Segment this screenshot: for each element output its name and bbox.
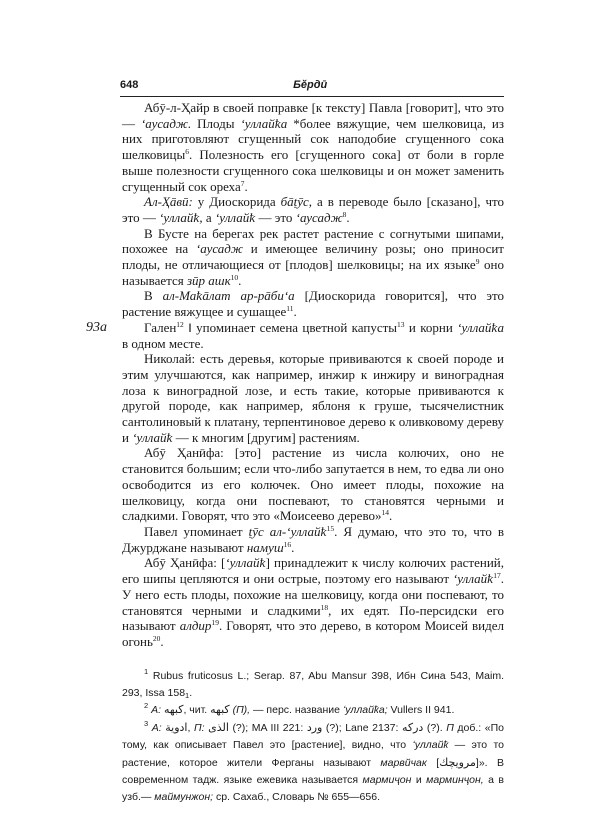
note-ref: 18 xyxy=(320,602,329,612)
text-run: Абӯ Ҳанӣфа: [это] растение из числа колючих, оно не становится большим; если что-либо запутается в нем, то едва ли оно освободится из его колючек. Оно имеет плоды, похожие на шелковицу, когда они поспевают, то становятся черными и сладкими. Говорят, что это «Моисеево дерево» xyxy=(122,445,504,524)
note-ref: 10 xyxy=(230,272,239,282)
note-ref: 16 xyxy=(283,539,292,549)
arabic-text: ورد xyxy=(306,720,323,734)
text-run: Павел упоминает xyxy=(144,523,249,539)
italic-term: намуш xyxy=(246,539,284,555)
italic-term: ṭӯс ал-ʻуллайҟ xyxy=(248,523,327,539)
arabic-text: الذى xyxy=(208,720,229,734)
running-header xyxy=(120,76,504,94)
arabic-text: ادوية xyxy=(165,720,188,734)
note-ref: 19 xyxy=(211,618,219,628)
italic-term: А: xyxy=(151,721,162,734)
text-run: Vullers II 941. xyxy=(387,704,455,717)
text-run: . Говорят, что это дерево, в котором Моисей видел огонь xyxy=(122,618,505,649)
page-column xyxy=(86,76,505,827)
text-run: у Диоскорида xyxy=(192,194,281,210)
text-run: ‖ упоминает семена цветной капусты xyxy=(183,319,398,335)
paragraph xyxy=(86,319,504,351)
text-run: . xyxy=(291,539,295,555)
italic-term: алдир xyxy=(179,618,212,634)
italic-term: марвйчак xyxy=(380,756,427,769)
arabic-text: مرويچك xyxy=(439,755,476,769)
text-run: и корни xyxy=(404,319,458,335)
text-run: ] принадлежит к числу колючих растений, его шипы цепляются и они острые, поэтому его называют xyxy=(122,555,504,587)
footnotes xyxy=(122,668,504,807)
footnote xyxy=(122,668,504,703)
paragraph xyxy=(122,100,504,194)
note-ref: 7 xyxy=(240,178,245,188)
text-run: в одном месте. xyxy=(122,335,204,351)
text-run: , их едят. По-персидски его называют xyxy=(122,602,504,634)
italic-term: ʻуллайҟ xyxy=(214,209,256,225)
italic-term: ʻуллайҟа xyxy=(240,115,288,131)
paragraph xyxy=(122,524,504,555)
note-ref: 9 xyxy=(475,257,480,267)
italic-term: маймунжон; xyxy=(154,791,214,804)
note-ref: 15 xyxy=(326,523,335,533)
text-run: . Я думаю, что это то, что в Джурджане называют xyxy=(122,523,504,555)
text-run: В xyxy=(144,288,163,304)
italic-term: ʻуллайҟа xyxy=(457,319,504,335)
paragraph xyxy=(122,288,504,319)
text-run: . xyxy=(389,508,393,524)
text-run: и имеющее величину розы; оно приносит плоды, не отличающиеся от [плодов] шелковицы; на их языке xyxy=(122,241,504,273)
text-run: Николай: есть деревья, которые прививаются к своей породе и этим улучшаются, как например, инжир к инжиру и виноградная лоза к виноградной лозе, и есть такие, которые прививаются к другой породе, как например, яблоня к груше, тысячелистник сантолиновый к платану, терпентиновое дерево к оливковому дереву и xyxy=(122,351,504,445)
text-run: (?); Lane 2137: xyxy=(322,721,402,734)
italic-term: бāṭӯс, xyxy=(280,194,313,210)
italic-term: мармиҷон xyxy=(362,774,412,787)
italic-term: ал-Маҟāлат ар-рāбиʻа xyxy=(162,288,295,304)
footnote xyxy=(122,720,504,807)
text-run: оно называется xyxy=(122,257,504,288)
text-run: В Бусте на берегах рек растет растение с согнутыми шипами, похожее на xyxy=(122,225,504,257)
italic-term: П: xyxy=(193,721,205,734)
text-run: а в переводе было [сказано], что это — xyxy=(122,194,504,225)
note-ref: 20 xyxy=(152,633,161,643)
paragraph xyxy=(122,194,504,225)
note-ref: 3 xyxy=(144,718,149,728)
text-run: . xyxy=(238,272,242,288)
note-ref: 6 xyxy=(185,147,189,157)
paragraph xyxy=(122,555,504,649)
paragraph xyxy=(122,226,504,289)
arabic-text: كبهه xyxy=(163,703,184,717)
header-rule xyxy=(120,96,504,97)
text-run: Rubus fruticosus L.; Serap. 87, Abu Mansur 398, Ибн Сина 543, Maim. 293, Issa 158 xyxy=(122,669,504,700)
text-run: и xyxy=(411,774,427,787)
text-run: (?); MA III 221: xyxy=(228,721,307,734)
italic-term: Ал-Ҳāвӣ: xyxy=(144,194,193,210)
text-run: . xyxy=(346,209,350,225)
note-ref: 14 xyxy=(381,508,390,518)
italic-term: ʻуллайҟ xyxy=(225,555,266,571)
text-run: . xyxy=(244,178,248,194)
text-run: Абӯ-л-Ҳайр в своей поправке [к тексту] Павла [говорит], что это — xyxy=(122,100,504,131)
italic-term: А: xyxy=(151,704,162,717)
text-run: — к многим [другим] растениям. xyxy=(172,429,360,445)
text-run: . Полезность его [сгущенного сока] от боли в горле выше полезности сгущенного сока шелковицы и он может заменить сгущенный сок ореха xyxy=(122,147,504,194)
text-run: — это xyxy=(255,209,296,225)
text-run: , чит. xyxy=(183,704,211,717)
text-run: [Диоскорида говорится], что это растение вяжущее и сушащее xyxy=(122,288,504,320)
italic-term: ʻуллайҟ xyxy=(132,429,173,445)
note-ref: 8 xyxy=(342,209,347,219)
italic-term: ʻуллайҟ xyxy=(412,739,449,752)
italic-term: (П), xyxy=(229,704,251,717)
text-run: Гален xyxy=(144,319,177,335)
italic-term: ʻаусадж xyxy=(195,241,243,257)
text-run: ]». В современном тадж. языке ежевика называется xyxy=(122,756,504,787)
page-number: 648 xyxy=(120,79,139,91)
italic-term: марминҷон, xyxy=(426,774,484,787)
italic-term: ʻуллайҟа; xyxy=(342,704,388,717)
text-run: . xyxy=(160,633,164,649)
text-run: . xyxy=(293,304,297,320)
main-text xyxy=(86,100,505,650)
text-run: [ xyxy=(426,756,440,769)
text-run: доб.: «По тому, как описывает Павел это [растение], видно, что xyxy=(122,721,505,752)
text-run: *более вяжущие, чем шелковица, из них приготовляют сгущенный сок наподобие сгущенного сока шелковицы xyxy=(122,115,505,163)
note-ref: 12 xyxy=(176,319,184,329)
arabic-text: كبهه xyxy=(210,703,230,717)
text-run: (?). xyxy=(423,721,447,734)
text-run: а xyxy=(202,209,215,225)
text-run: а в узб.— xyxy=(122,774,504,804)
paragraph xyxy=(122,445,504,524)
italic-term: ʻаусадж. xyxy=(140,115,192,131)
italic-term: П xyxy=(446,721,454,734)
text-run: — это то растение, которое жители Ферганы называют xyxy=(122,739,504,769)
text-run: , xyxy=(187,721,194,734)
note-ref: 13 xyxy=(397,319,405,329)
italic-term: зӣр ашк xyxy=(186,272,231,288)
note-ref: 2 xyxy=(144,701,149,711)
text-run: ср. Сахаб., Словарь № 655—656. xyxy=(213,791,380,804)
note-ref: 11 xyxy=(286,304,294,314)
margin-folio-note: 93а xyxy=(86,319,107,335)
running-title: Бӗрдӣ xyxy=(293,79,328,91)
italic-term: ʻуллайҟ, xyxy=(159,209,203,225)
text-run: — перс. название xyxy=(250,704,343,717)
footnote xyxy=(122,702,504,719)
text-run: Плоды xyxy=(191,115,241,131)
arabic-text: دركه xyxy=(401,720,424,734)
italic-term: ʻаусадж xyxy=(295,209,343,225)
subscript: 1 xyxy=(185,691,190,701)
paragraph xyxy=(122,351,504,445)
text-run: . У него есть плоды, похожие на шелковицу, когда они поспевают, то становятся черными и сладкими xyxy=(122,571,504,618)
note-ref: 17 xyxy=(493,571,501,581)
text-run: . xyxy=(189,687,193,700)
note-ref: 1 xyxy=(144,666,149,676)
text-run: Абӯ Ҳанӣфа: [ xyxy=(144,555,226,571)
italic-term: ʻуллайҟ xyxy=(452,571,494,587)
